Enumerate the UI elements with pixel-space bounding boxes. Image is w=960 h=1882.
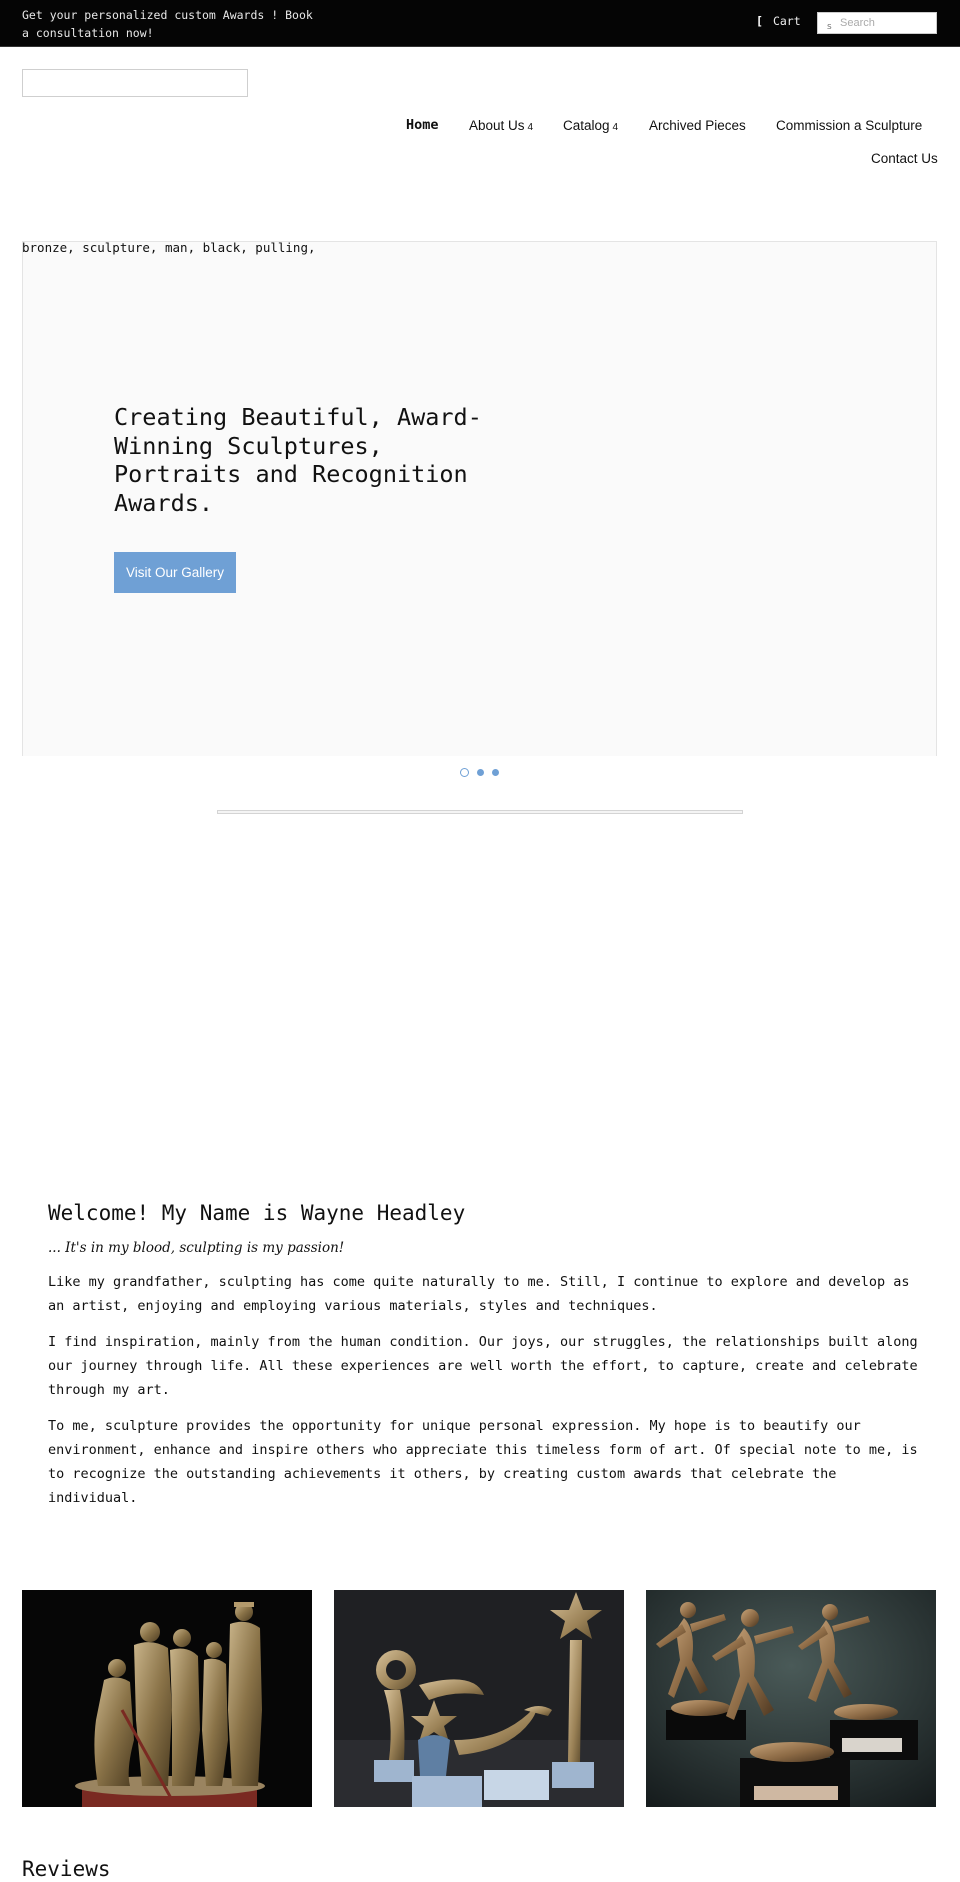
slide-dot-2[interactable] bbox=[477, 769, 484, 776]
cart-icon: [ bbox=[756, 14, 763, 28]
welcome-paragraph: Like my grandfather, sculpting has come quite naturally to me. Still, I continue to explore and develop as an artist, enjoying and employing various materials, styles and techniques. bbox=[48, 1274, 910, 1314]
announcement-bar bbox=[0, 0, 960, 47]
nav-home[interactable] bbox=[406, 117, 439, 133]
bronze-group-figures-image[interactable] bbox=[22, 1590, 312, 1807]
search-input[interactable] bbox=[840, 15, 932, 31]
section-divider bbox=[217, 810, 743, 814]
welcome-paragraph: I find inspiration, mainly from the human condition. Our joys, our struggles, the relationships built along our journey through life. All these experiences are well worth the effort, to capture, create and celebrate through my art. bbox=[48, 1334, 918, 1398]
nav-contact-us[interactable] bbox=[871, 151, 938, 166]
welcome-tagline: ... It's in my blood, sculpting is my passion! bbox=[48, 1240, 345, 1256]
chevron-down-icon: 4 bbox=[612, 122, 619, 133]
reviews-heading: Reviews bbox=[22, 1857, 111, 1881]
search-icon: s bbox=[827, 22, 832, 32]
nav-archived-pieces[interactable] bbox=[649, 118, 746, 133]
cart-label: Cart bbox=[772, 14, 801, 28]
slide-dot-1[interactable] bbox=[460, 768, 469, 777]
nav-contact-us-label: Contact Us bbox=[871, 151, 938, 166]
cart-link[interactable] bbox=[756, 14, 801, 28]
nav-commission-sculpture[interactable] bbox=[776, 118, 922, 133]
slide-dot-3[interactable] bbox=[492, 769, 499, 776]
hero-heading: Creating Beautiful, Award-Winning Sculptures, Portraits and Recognition Awards. bbox=[114, 403, 482, 517]
nav-archived-pieces-label: Archived Pieces bbox=[649, 118, 746, 133]
welcome-section bbox=[48, 1196, 933, 1510]
chevron-down-icon: 4 bbox=[527, 122, 534, 133]
nav-commission-label: Commission a Sculpture bbox=[776, 118, 923, 133]
nav-about-us-label: About Us bbox=[469, 118, 525, 133]
star-awards-image[interactable] bbox=[334, 1590, 624, 1807]
nav-home-label: Home bbox=[406, 117, 439, 133]
visit-gallery-button[interactable]: Visit Our Gallery bbox=[114, 552, 236, 593]
nav-catalog[interactable] bbox=[563, 118, 618, 133]
runner-trophies-image[interactable] bbox=[646, 1590, 936, 1807]
nav-about-us[interactable] bbox=[469, 118, 533, 133]
hero-slideshow bbox=[22, 241, 937, 756]
site-logo[interactable] bbox=[22, 69, 248, 97]
welcome-paragraph: To me, sculpture provides the opportunity for unique personal expression. My hope is to beautify our environment, enhance and inspire others who appreciate this timeless form of art. Of special note to me, is to recognize the outstanding achievements it others, by creating custom awards that celebrate the individual. bbox=[48, 1418, 918, 1506]
hero-image-alt-text: bronze, sculpture, man, black, pulling, bbox=[22, 240, 316, 255]
search-box[interactable] bbox=[817, 12, 937, 34]
welcome-title: Welcome! My Name is Wayne Headley bbox=[48, 1201, 466, 1225]
nav-catalog-label: Catalog bbox=[563, 118, 610, 133]
announcement-text: Get your personalized custom Awards ! Book a consultation now! bbox=[22, 8, 313, 40]
